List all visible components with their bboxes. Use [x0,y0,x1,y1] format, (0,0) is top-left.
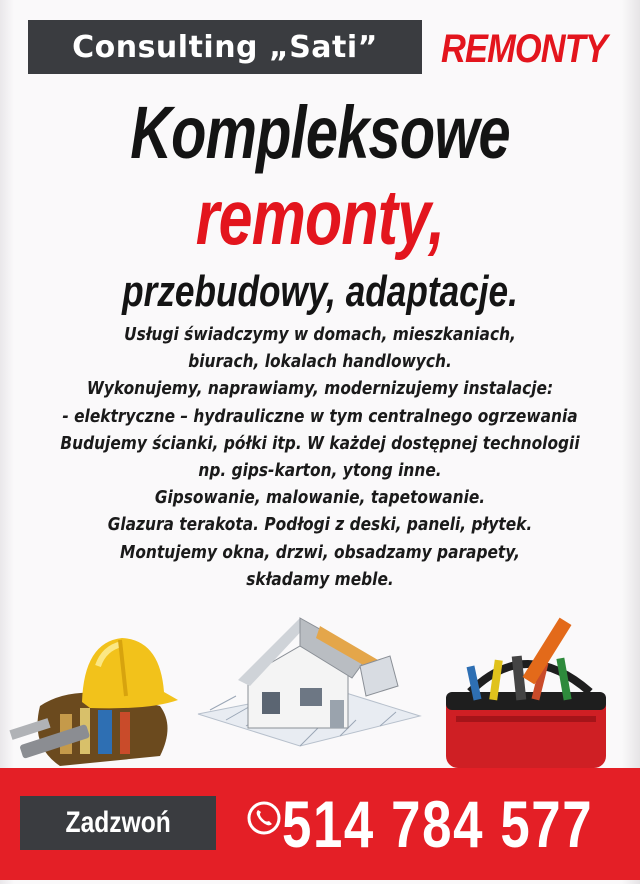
house-model-icon [198,618,420,746]
service-line: Gipsowanie, malowanie, tapetowanie. [154,488,486,509]
headline-line-3: przebudowy, adaptacje. [122,267,518,316]
phone-icon [246,800,282,836]
headline-line-2: remonty, [195,173,445,261]
services-list [0,322,640,594]
service-line: Budujemy ścianki, półki itp. W każdej dostępnej technologii [60,433,580,454]
tools-illustration [0,596,640,776]
company-banner [28,20,422,74]
company-name: Consulting „Sati” [72,29,378,65]
phone-number: 514 784 577 [282,787,594,861]
service-line: Wykonujemy, naprawiamy, modernizujemy instalacje: [86,379,554,400]
service-line: Glazura terakota. Podłogi z deski, paneli, płytek. [107,515,533,536]
service-line: składamy meble. [246,569,394,590]
cta-label: Zadzwoń [65,806,171,839]
hard-hat-icon [9,638,178,766]
headline-line-1: Kompleksowe [130,91,510,174]
service-line: Usługi świadczymy w domach, mieszkaniach, [124,325,516,345]
service-line: - elektryczne – hydrauliczne w tym centralnego ogrzewania [62,406,578,427]
toolbag-icon [446,618,606,768]
service-line: Montujemy okna, drzwi, obsadzamy parapety, [120,542,520,563]
header-tag: REMONTY [441,26,607,71]
service-line: biurach, lokalach handlowych. [188,352,452,373]
service-line: np. gips-karton, ytong inne. [198,461,442,482]
call-to-action [20,796,216,850]
